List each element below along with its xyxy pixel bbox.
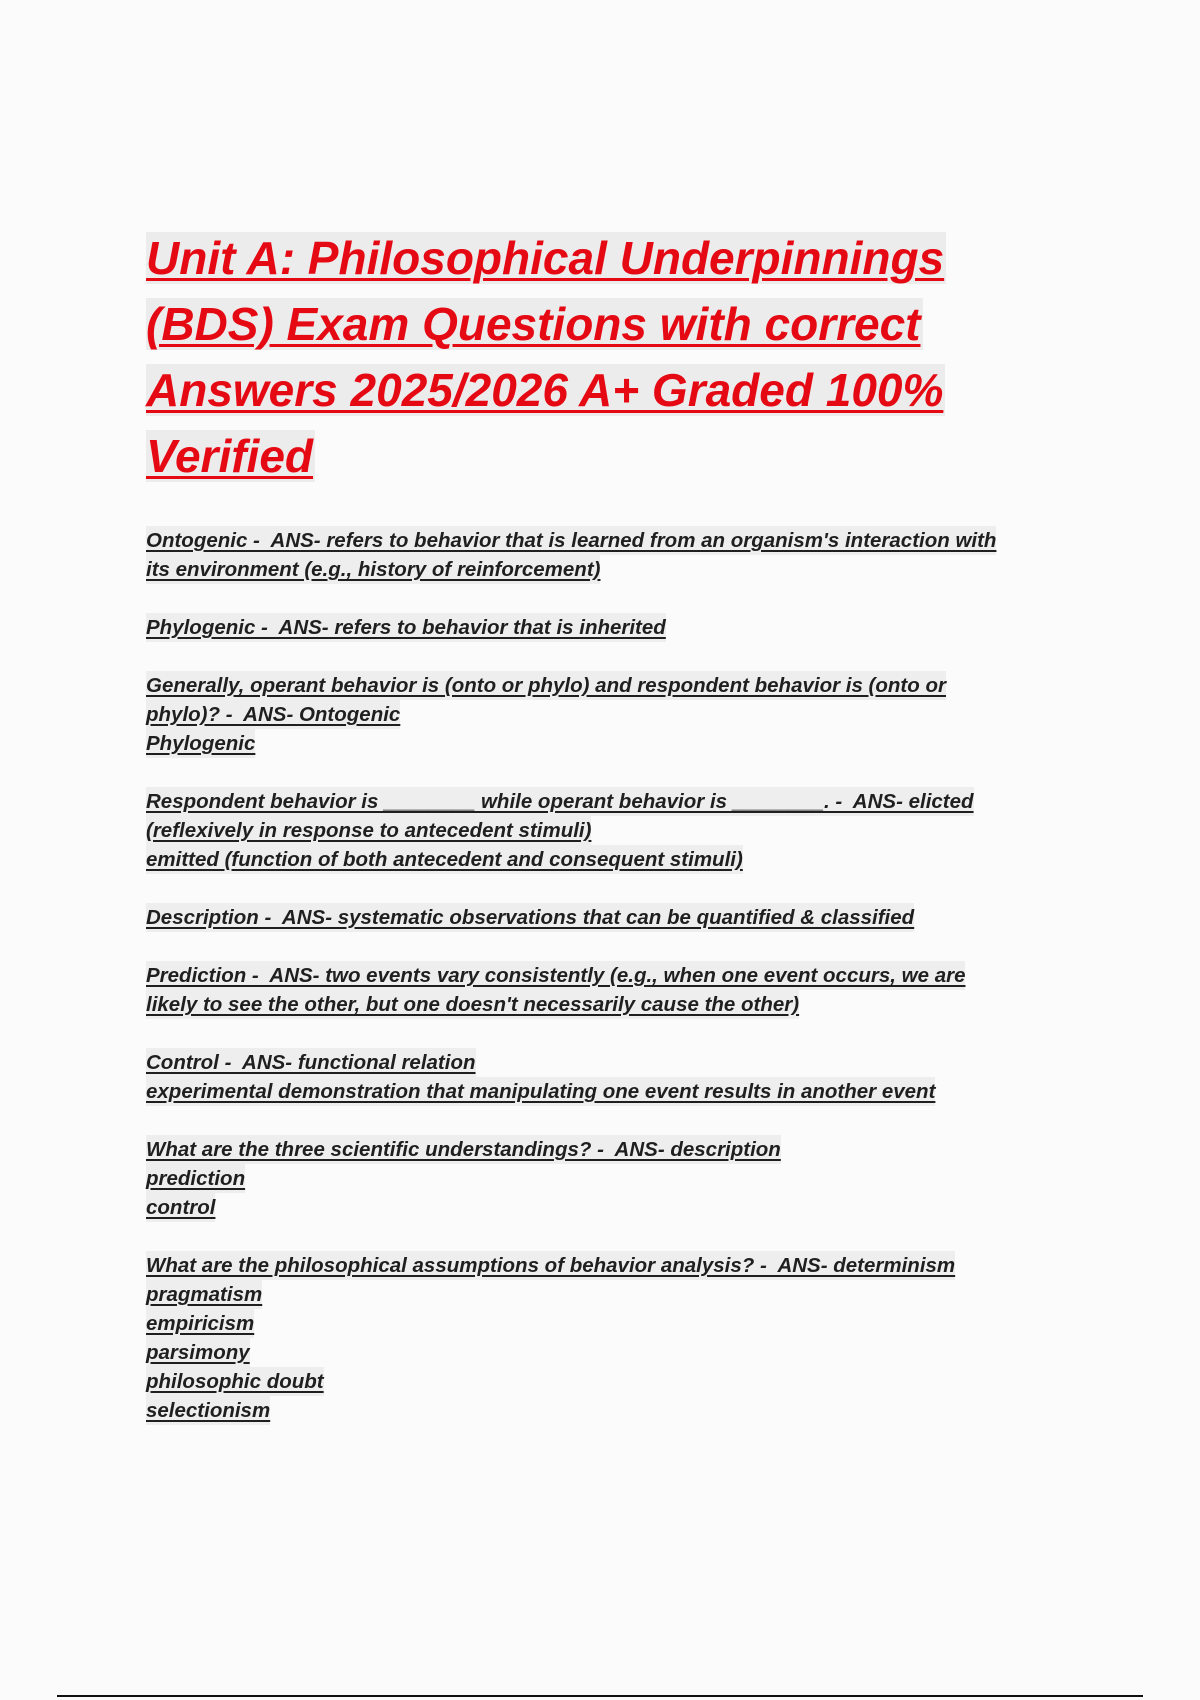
qa-line: emitted (function of both antecedent and consequent stimuli) — [146, 845, 743, 874]
title-line: (BDS) Exam Questions with correct — [146, 298, 921, 350]
qa-line: experimental demonstration that manipulating one event results in another event — [146, 1077, 935, 1106]
qa-item-operant-respondent — [146, 671, 1076, 758]
qa-line: (reflexively in response to antecedent stimuli) — [146, 816, 591, 845]
qa-item-philosophical-assumptions — [146, 1251, 1076, 1425]
qa-line: parsimony — [146, 1338, 250, 1367]
qa-line: Phylogenic — [146, 729, 255, 758]
qa-item-control — [146, 1048, 1076, 1106]
qa-line: philosophic doubt — [146, 1367, 324, 1396]
qa-line: Phylogenic - ANS- refers to behavior that is inherited — [146, 613, 666, 642]
qa-line: its environment (e.g., history of reinforcement) — [146, 555, 600, 584]
title-line: Verified — [146, 430, 314, 482]
qa-item-scientific-understandings — [146, 1135, 1076, 1222]
qa-line: pragmatism — [146, 1280, 262, 1309]
qa-line: What are the philosophical assumptions of behavior analysis? - ANS- determinism — [146, 1251, 955, 1280]
qa-item-ontogenic — [146, 526, 1076, 584]
title-line: Unit A: Philosophical Underpinnings — [146, 232, 945, 284]
title-line: Answers 2025/2026 A+ Graded 100% — [146, 364, 944, 416]
qa-item-description — [146, 903, 1076, 932]
footer-rule — [57, 1695, 1143, 1697]
document-title — [146, 232, 1066, 496]
qa-list — [146, 526, 1076, 1454]
qa-line: empiricism — [146, 1309, 254, 1338]
qa-line: likely to see the other, but one doesn't necessarily cause the other) — [146, 990, 799, 1019]
qa-line: What are the three scientific understandings? - ANS- description — [146, 1135, 781, 1164]
qa-item-respondent-operant-fill — [146, 787, 1076, 874]
qa-line: control — [146, 1193, 215, 1222]
qa-line: Control - ANS- functional relation — [146, 1048, 476, 1077]
qa-line: Ontogenic - ANS- refers to behavior that is learned from an organism's interaction with — [146, 526, 996, 555]
qa-line: prediction — [146, 1164, 245, 1193]
qa-line: Generally, operant behavior is (onto or phylo) and respondent behavior is (onto or — [146, 671, 946, 700]
qa-item-phylogenic — [146, 613, 1076, 642]
qa-line: Prediction - ANS- two events vary consistently (e.g., when one event occurs, we are — [146, 961, 965, 990]
qa-line: Description - ANS- systematic observations that can be quantified & classified — [146, 903, 914, 932]
qa-line: Respondent behavior is ________ while operant behavior is ________. - ANS- elicted — [146, 787, 974, 816]
qa-item-prediction — [146, 961, 1076, 1019]
qa-line: selectionism — [146, 1396, 270, 1425]
qa-line: phylo)? - ANS- Ontogenic — [146, 700, 400, 729]
